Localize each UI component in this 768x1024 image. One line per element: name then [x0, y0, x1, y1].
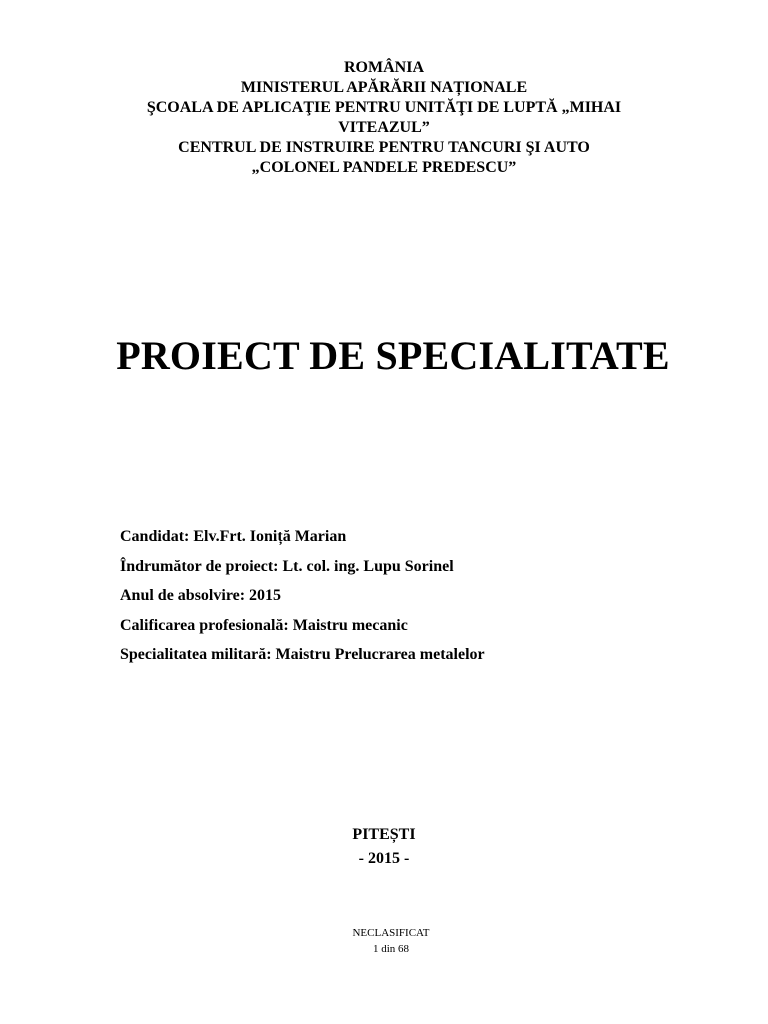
place-and-year — [0, 823, 768, 871]
document-title: PROIECT DE SPECIALITATE — [116, 333, 670, 378]
detail-qualification: Calificarea profesională: Maistru mecanic — [120, 616, 408, 634]
detail-supervisor: Îndrumător de proiect: Lt. col. ing. Lupu Sorinel — [120, 557, 454, 575]
detail-specialty: Specialitatea militară: Maistru Prelucrarea metalelor — [120, 646, 485, 663]
detail-candidate: Candidat: Elv.Frt. Ioniță Marian — [120, 528, 347, 545]
header-country: ROMÂNIA — [344, 59, 424, 76]
header-center-name: „COLONEL PANDELE PREDESCU” — [251, 159, 517, 176]
document-header — [0, 58, 768, 178]
header-school: ŞCOALA DE APLICAŢIE PENTRU UNITĂŢI DE LUPTĂ „MIHAI VITEAZUL” — [146, 99, 622, 136]
header-center: CENTRUL DE INSTRUIRE PENTRU TANCURI ŞI AUTO — [178, 139, 590, 156]
page-footer — [0, 925, 768, 957]
detail-graduation-year: Anul de absolvire: 2015 — [120, 587, 282, 604]
place-city: PITEȘTI — [352, 826, 416, 843]
project-details — [120, 526, 720, 674]
footer-page-number: 1 din 68 — [372, 943, 410, 955]
footer-classification: NECLASIFICAT — [352, 927, 430, 939]
place-year: - 2015 - — [358, 850, 410, 867]
header-ministry: MINISTERUL APĂRĂRII NAȚIONALE — [240, 79, 528, 96]
